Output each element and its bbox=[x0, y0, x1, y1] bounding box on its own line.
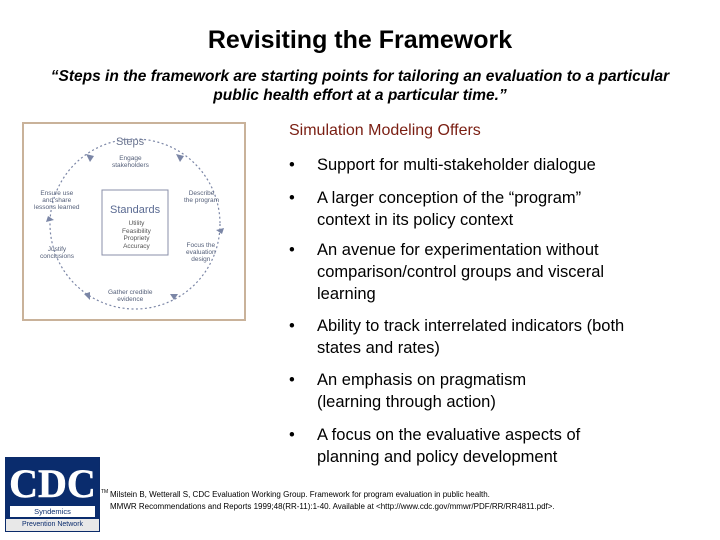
arrow-bottom-right bbox=[170, 294, 178, 300]
bullet-icon: • bbox=[289, 426, 295, 444]
arrow-top-left bbox=[86, 154, 94, 162]
cdc-syndemics-logo bbox=[5, 457, 100, 532]
step-gather: Gather credible evidence bbox=[108, 289, 153, 303]
quote-line-1: “Steps in the framework are starting points for tailoring an evaluation to a particular bbox=[50, 68, 670, 85]
standard-item: Feasibility bbox=[122, 227, 151, 235]
step-justify: Justify conclusions bbox=[40, 246, 74, 260]
trademark-mark: TM bbox=[101, 489, 109, 495]
bullet-icon: • bbox=[289, 317, 295, 335]
bullet-icon: • bbox=[289, 371, 295, 389]
steps-label: Steps bbox=[116, 136, 145, 148]
step-focus: Focus the evaluation design bbox=[186, 242, 216, 263]
step-engage: Engage stakeholders bbox=[112, 155, 149, 169]
syndemics-label: Syndemics bbox=[10, 506, 95, 517]
quote-line-2: public health effort at a particular time.” bbox=[213, 87, 507, 104]
arrow-left bbox=[46, 216, 54, 222]
framework-diagram bbox=[22, 122, 246, 321]
bullet-icon: • bbox=[289, 241, 295, 259]
citation bbox=[110, 489, 715, 513]
bullet-icon: • bbox=[289, 156, 295, 174]
citation-line-2: MMWR Recommendations and Reports 1999;48(RR-11):1-40. Available at <http://www.cdc.gov/mmwr/PDF/RR/RR4811.pdf>. bbox=[110, 502, 555, 511]
standard-item: Accuracy bbox=[123, 242, 150, 250]
cdc-logo-icon bbox=[9, 460, 96, 504]
step-ensure: Ensure use and share lessons learned bbox=[34, 190, 80, 211]
step-describe: Describe the program bbox=[184, 190, 220, 204]
arrow-bottom-left bbox=[84, 292, 90, 300]
slide-title: Revisiting the Framework bbox=[207, 26, 513, 54]
standard-item: Utility bbox=[128, 220, 145, 227]
standards-list bbox=[122, 220, 151, 250]
cdc-letters: CDC bbox=[9, 461, 96, 504]
standard-item: Propriety bbox=[123, 235, 150, 242]
prevention-network-label: Prevention Network bbox=[6, 519, 99, 531]
arrow-top-right bbox=[176, 154, 184, 162]
standards-title: Standards bbox=[110, 204, 161, 216]
citation-line-1: Milstein B, Wetterall S, CDC Evaluation Working Group. Framework for program evaluation in public health. bbox=[110, 490, 490, 499]
offers-heading: Simulation Modeling Offers bbox=[289, 122, 481, 139]
bullet-icon: • bbox=[289, 189, 295, 207]
framework-quote bbox=[20, 67, 700, 105]
